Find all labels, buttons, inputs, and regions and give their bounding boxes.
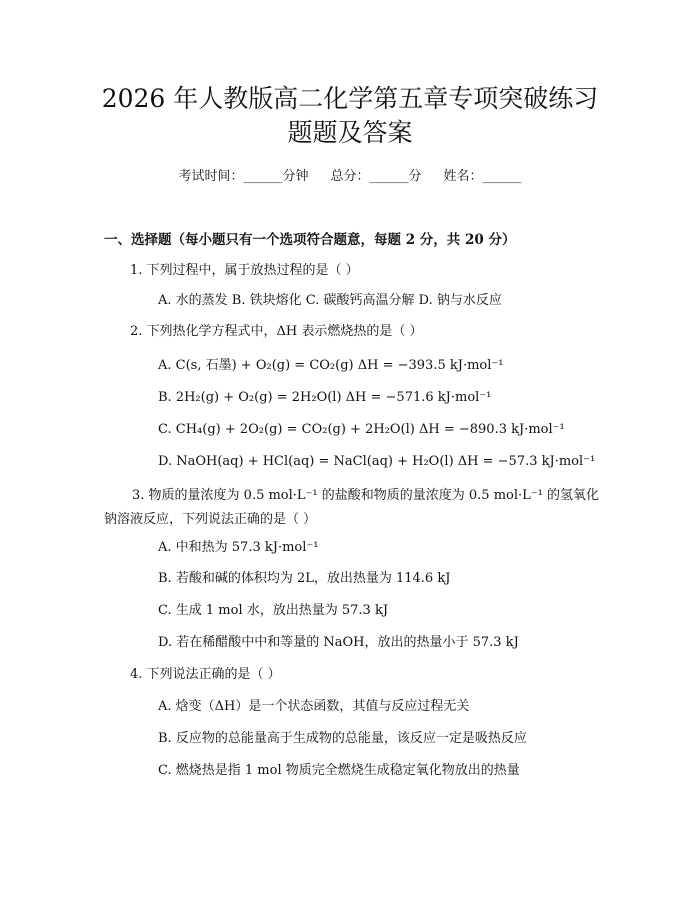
question-4-option-a: A. 焓变（ΔH）是一个状态函数，其值与反应过程无关 — [158, 699, 470, 714]
exam-time: 考试时间：______分钟 — [178, 169, 309, 184]
section-heading: 一、选择题（每小题只有一个选项符合题意，每题 2 分，共 20 分） — [104, 232, 516, 248]
question-3-option-d: D. 若在稀醋酸中中和等量的 NaOH，放出的热量小于 57.3 kJ — [158, 635, 519, 650]
page-title-line-2: 题题及答案 — [287, 118, 413, 147]
question-3-option-c: C. 生成 1 mol 水，放出热量为 57.3 kJ — [158, 603, 389, 618]
question-3-option-b: B. 若酸和碱的体积均为 2L，放出热量为 114.6 kJ — [158, 571, 451, 586]
question-2-option-a: A. C(s, 石墨) + O₂(g) = CO₂(g) ΔH = −393.5 kJ·mol⁻¹ — [158, 358, 504, 373]
question-1-stem: 1. 下列过程中，属于放热过程的是（ ） — [130, 263, 359, 278]
student-name: 姓名：______ — [443, 169, 522, 184]
question-2-option-c: C. CH₄(g) + 2O₂(g) = CO₂(g) + 2H₂O(l) ΔH = −890.3 kJ·mol⁻¹ — [158, 422, 565, 437]
question-2-stem: 2. 下列热化学方程式中，ΔH 表示燃烧热的是（ ） — [130, 324, 423, 339]
question-3-stem: 3. 物质的量浓度为 0.5 mol·L⁻¹ 的盐酸和物质的量浓度为 0.5 mol·L⁻¹ 的氢氧化钠溶液反应，下列说法正确的是（ ） — [104, 488, 599, 527]
question-2-option-d: D. NaOH(aq) + HCl(aq) = NaCl(aq) + H₂O(l) ΔH = −57.3 kJ·mol⁻¹ — [158, 454, 596, 469]
question-1-options: A. 水的蒸发 B. 铁块熔化 C. 碳酸钙高温分解 D. 钠与水反应 — [158, 293, 502, 308]
question-4-stem: 4. 下列说法正确的是（ ） — [130, 667, 281, 682]
exam-meta — [0, 167, 700, 187]
page-title-line-1: 2026 年人教版高二化学第五章专项突破练习 — [101, 84, 599, 113]
question-2-option-b: B. 2H₂(g) + O₂(g) = 2H₂O(l) ΔH = −571.6 kJ·mol⁻¹ — [158, 390, 492, 405]
question-4-option-c: C. 燃烧热是指 1 mol 物质完全燃烧生成稳定氧化物放出的热量 — [158, 763, 520, 778]
question-4-option-b: B. 反应物的总能量高于生成物的总能量，该反应一定是吸热反应 — [158, 731, 527, 746]
question-3-option-a: A. 中和热为 57.3 kJ·mol⁻¹ — [158, 540, 319, 555]
exam-score: 总分：______分 — [330, 169, 422, 184]
